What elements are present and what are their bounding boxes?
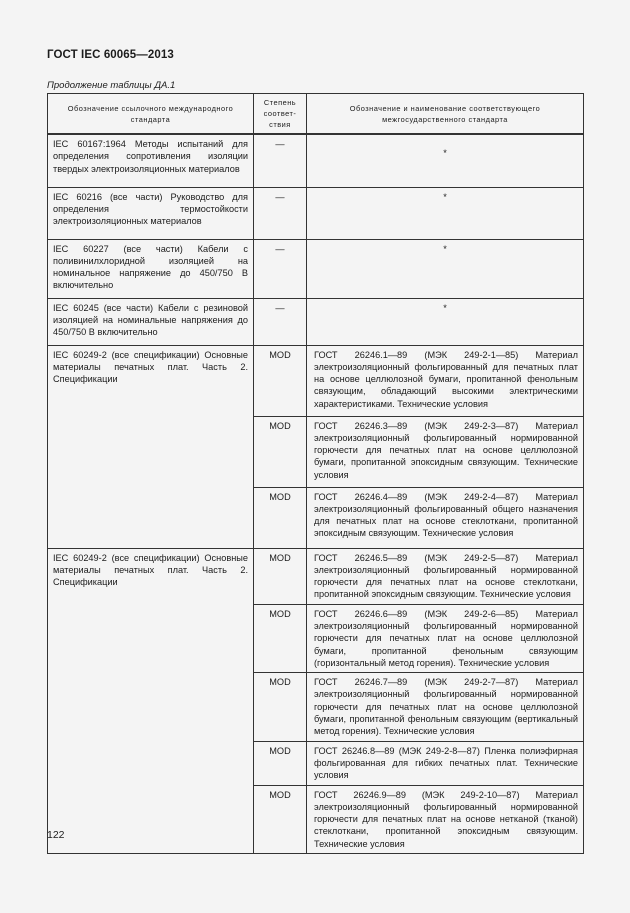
table-row [48, 134, 584, 187]
page-number: 122 [47, 829, 65, 841]
table-row [48, 187, 584, 239]
national-standard-cell: ГОСТ 26246.7—89 (МЭК 249-2-7—87) Материал электроизоляционный фольгированный нормированной горючести для печатных плат на основе целлюлозной бумаги, пропитанной фенольным связующим (вертикальный метод горения). Технические условия [307, 673, 584, 741]
reference-table [47, 93, 584, 854]
national-standard-cell: * [307, 298, 584, 345]
intl-standard-cell: IEC 60167:1964 Методы испытаний для определения сопротивления изоляции твердых электроизоляционных материалов [48, 134, 254, 187]
degree-cell: MOD [254, 604, 307, 672]
degree-cell: MOD [254, 548, 307, 604]
national-standard-cell: ГОСТ 26246.4—89 (МЭК 249-2-4—87) Материал электроизоляционный фольгированный общего назначения для печатных плат на основе стеклоткани, пропитанной эпоксидным связующим. Технические условия [307, 487, 584, 548]
degree-cell: — [254, 187, 307, 239]
national-standard-cell: ГОСТ 26246.9—89 (МЭК 249-2-10—87) Материал электроизоляционный фольгированный нормированной горючести для печатных плат на основе нетканой (тканой) стеклоткани, пропитанной эпоксидным связующим. Технические условия [307, 785, 584, 853]
national-standard-cell: * [307, 187, 584, 239]
national-standard-cell: * [307, 134, 584, 187]
degree-cell: MOD [254, 487, 307, 548]
document-title: ГОСТ IEC 60065—2013 [47, 49, 174, 61]
intl-standard-cell: IEC 60245 (все части) Кабели с резиновой изоляцией на номинальные напряжения до 450/750 В включительно [48, 298, 254, 345]
header-intl-standard: Обозначение ссылочного международного стандарта [48, 94, 254, 135]
degree-cell: — [254, 239, 307, 298]
degree-cell: MOD [254, 416, 307, 487]
degree-cell: — [254, 134, 307, 187]
header-degree: Степень соответ- ствия [254, 94, 307, 135]
national-standard-cell: ГОСТ 26246.5—89 (МЭК 249-2-5—87) Материал электроизоляционный фольгированный нормированной горючести для печатных плат на основе стеклоткани, пропитанной эпоксидным связующим. Технические условия [307, 548, 584, 604]
degree-cell: MOD [254, 785, 307, 853]
degree-cell: MOD [254, 741, 307, 785]
national-standard-cell: ГОСТ 26246.3—89 (МЭК 249-2-3—87) Материал электроизоляционный фольгированный нормированной горючести для печатных плат на основе целлюлозной бумаги, пропитанной эпоксидным связующим. Технические условия [307, 416, 584, 487]
intl-standard-cell: IEC 60216 (все части) Руководство для определения термостойкости электроизоляционных материалов [48, 187, 254, 239]
table-row [48, 345, 584, 416]
table-caption: Продолжение таблицы ДА.1 [47, 80, 176, 91]
table-row [48, 239, 584, 298]
intl-standard-cell: IEC 60249-2 (все спецификации) Основные материалы печатных плат. Часть 2. Спецификации [48, 345, 254, 548]
degree-cell: MOD [254, 345, 307, 416]
intl-standard-cell: IEC 60249-2 (все спецификации) Основные материалы печатных плат. Часть 2. Спецификации [48, 548, 254, 854]
national-standard-cell: * [307, 239, 584, 298]
table-row [48, 548, 584, 604]
national-standard-cell: ГОСТ 26246.1—89 (МЭК 249-2-1—85) Материал электроизоляционный фольгированный для печатных плат на основе целлюлозной бумаги, пропитанной фенольным связующим, обладающий высокими электрическими характеристиками. Технические условия [307, 345, 584, 416]
national-standard-cell: ГОСТ 26246.8—89 (МЭК 249-2-8—87) Пленка полиэфирная фольгированная для гибких печатных плат. Технические условия [307, 741, 584, 785]
intl-standard-cell: IEC 60227 (все части) Кабели с поливинилхлоридной изоляцией на номинальное напряжение до 450/750 В включительно [48, 239, 254, 298]
header-national-standard: Обозначение и наименование соответствующего межгосударственного стандарта [307, 94, 584, 135]
national-standard-cell: ГОСТ 26246.6—89 (МЭК 249-2-6—85) Материал электроизоляционный фольгированный нормированной горючести для печатных плат на основе целлюлозной бумаги, пропитанной фенольным связующим (горизонтальный метод горения). Технические условия [307, 604, 584, 672]
degree-cell: — [254, 298, 307, 345]
table-row [48, 298, 584, 345]
table-header-row [48, 94, 584, 135]
degree-cell: MOD [254, 673, 307, 741]
